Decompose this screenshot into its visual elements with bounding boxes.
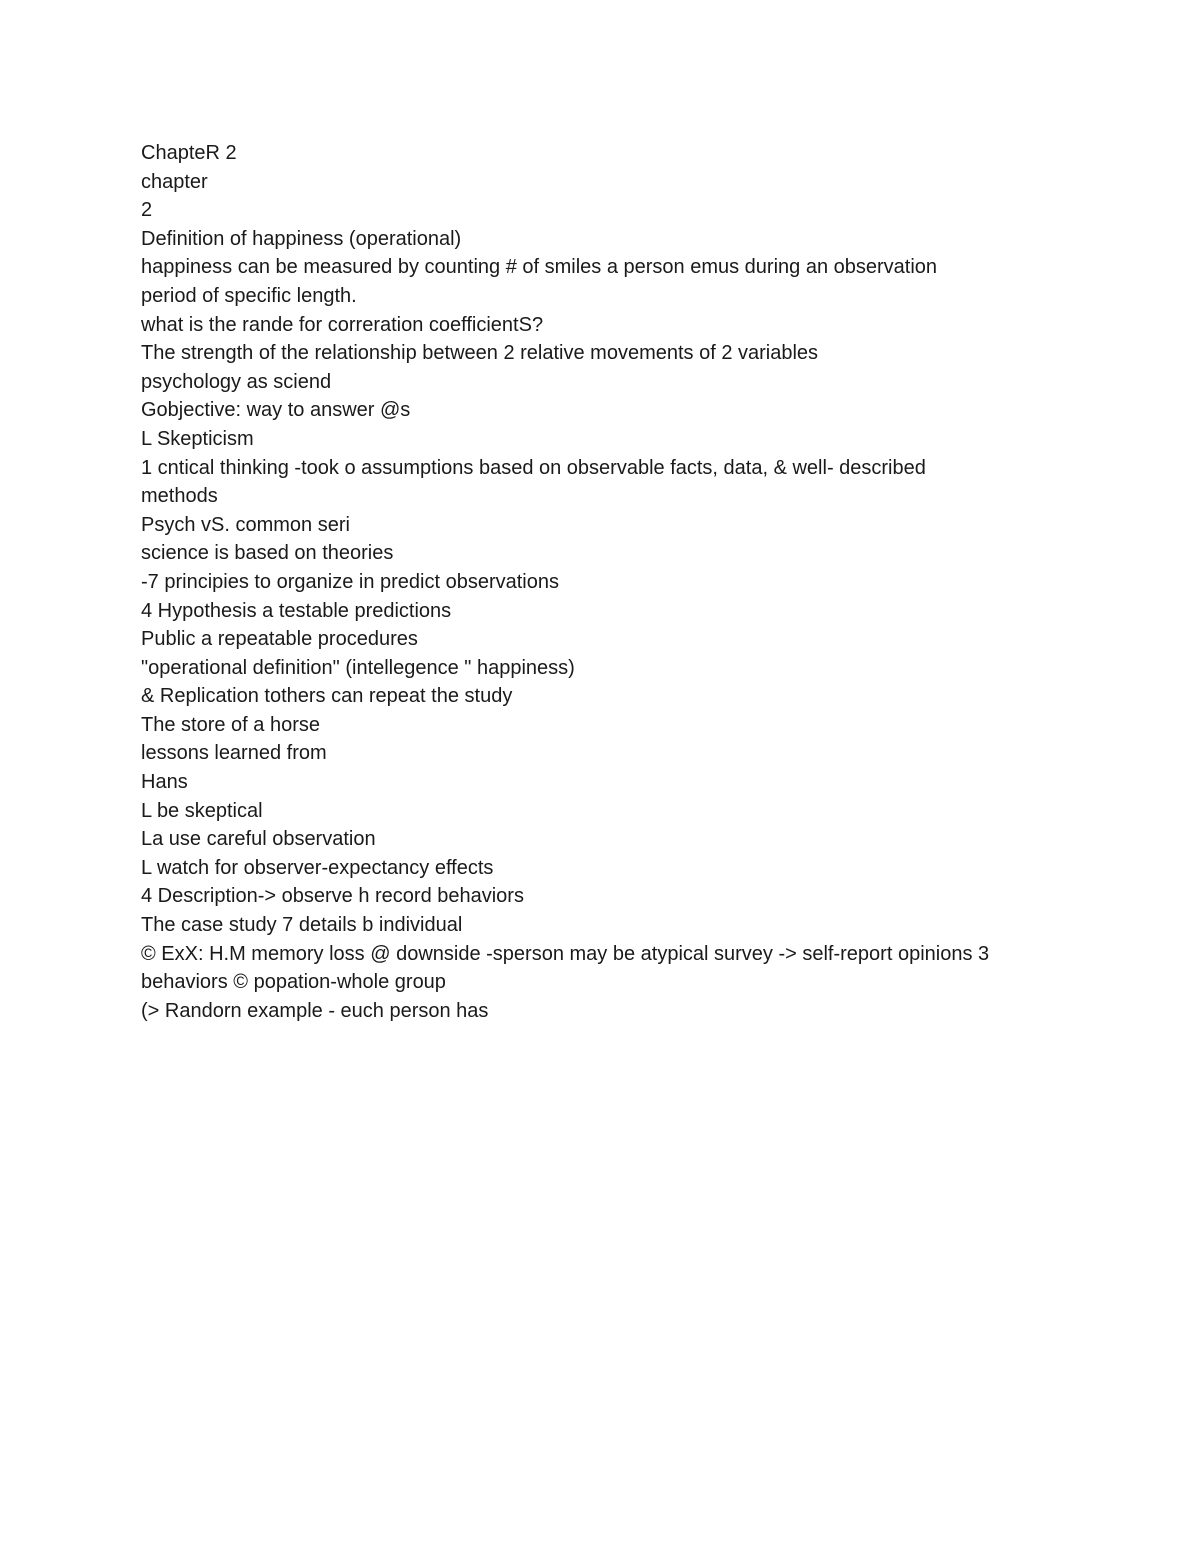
text-line: Psych vS. common seri xyxy=(141,513,350,536)
text-line: 4 Hypothesis a testable predictions xyxy=(141,599,452,622)
text-line: psychology as sciend xyxy=(141,370,332,393)
text-line: ChapteR 2 xyxy=(141,142,237,164)
text-line: Public a repeatable procedures xyxy=(141,628,418,651)
text-line: 1 cntical thinking -took o assumptions based on observable facts, data, & well- described xyxy=(141,456,926,479)
text-line: behaviors © popation-whole group xyxy=(141,971,446,994)
text-line: L be skeptical xyxy=(141,799,263,822)
text-line: The store of a horse xyxy=(141,713,320,736)
text-line: L Skepticism xyxy=(141,427,254,450)
text-line: L watch for observer-expectancy effects xyxy=(141,856,494,879)
text-line: Definition of happiness (operational) xyxy=(141,227,462,250)
document-body xyxy=(141,139,1081,1025)
text-line: period of specific length. xyxy=(141,284,357,307)
text-line: happiness can be measured by counting # of smiles a person emus during an observation xyxy=(141,256,938,279)
text-line: & Replication tothers can repeat the study xyxy=(141,685,513,708)
text-line: -7 principies to organize in predict observations xyxy=(141,570,559,593)
text-line: "operational definition" (intellegence " happiness) xyxy=(141,656,575,679)
text-line: 2 xyxy=(141,199,153,222)
text-line: Gobjective: way to answer @s xyxy=(141,399,411,422)
text-line: what is the rande for correration coefficientS? xyxy=(141,313,544,336)
text-line: (> Randorn example - euch person has xyxy=(141,999,489,1022)
text-line: © ExX: H.M memory loss @ downside -sperson may be atypical survey -> self-report opinions 3 xyxy=(141,942,990,965)
text-line: methods xyxy=(141,485,218,508)
text-line: Hans xyxy=(141,771,188,794)
text-line: La use careful observation xyxy=(141,828,376,851)
text-line: 4 Description-> observe h record behaviors xyxy=(141,885,524,908)
text-line: The strength of the relationship between 2 relative movements of 2 variables xyxy=(141,342,819,365)
text-line: The case study 7 details b individual xyxy=(141,914,463,937)
text-line: lessons learned from xyxy=(141,742,327,765)
text-line: science is based on theories xyxy=(141,542,394,565)
text-line: chapter xyxy=(141,170,208,193)
